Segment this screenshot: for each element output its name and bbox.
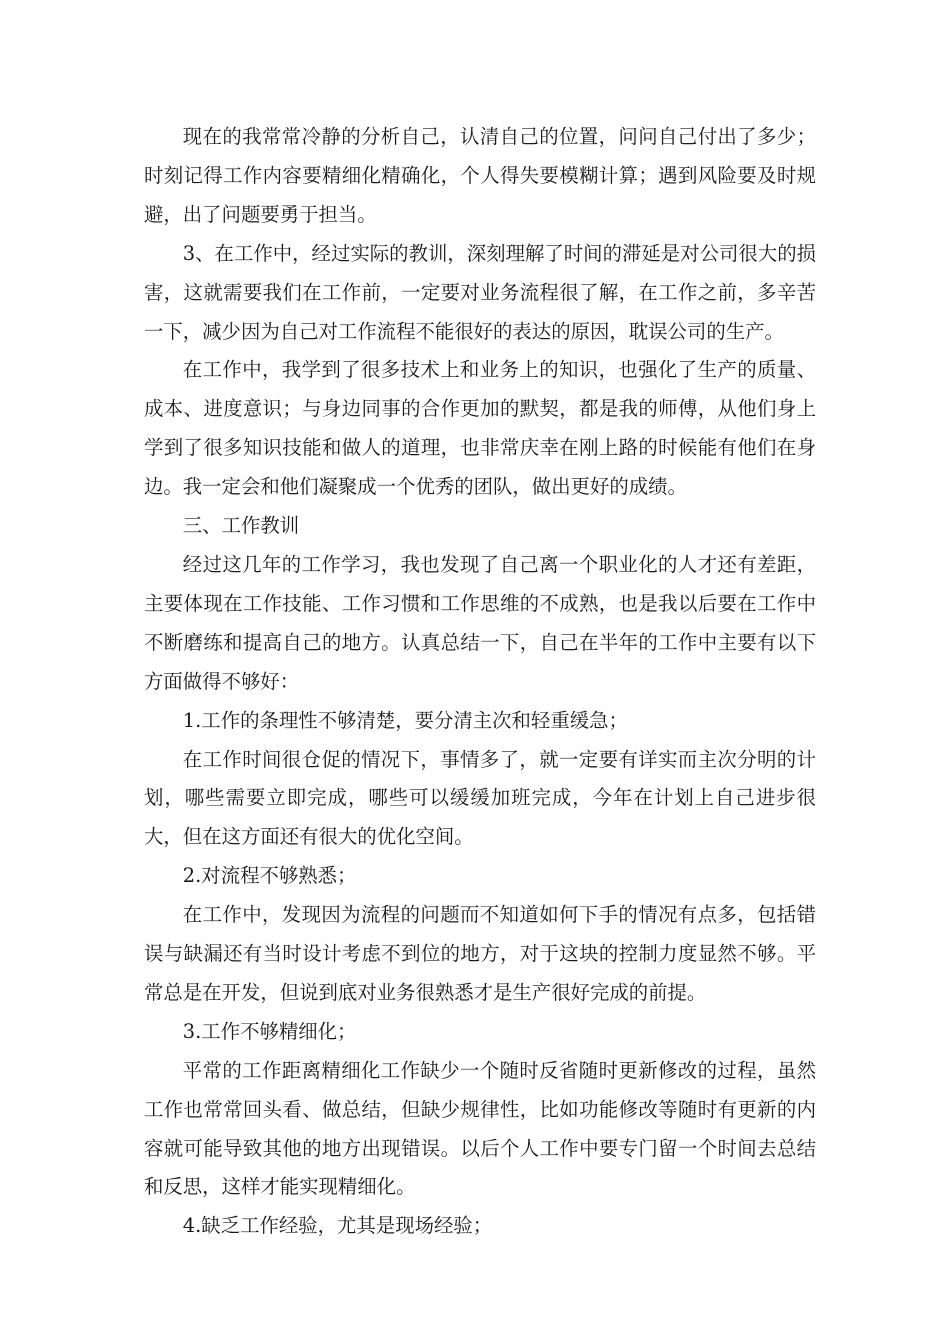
paragraph-point-3: 3、在工作中，经过实际的教训，深刻理解了时间的滞延是对公司很大的损害，这就需要我们在工作前，一定要对业务流程很了解，在工作之前，多辛苦一下，减少因为自己对工作流程不能很好的表达的原因，耽误公司的生产。 [144,241,816,343]
paragraph-item-2-detail: 在工作中，发现因为流程的问题而不知道如何下手的情况有点多，包括错误与缺漏还有当时设计考虑不到位的地方，对于这块的控制力度显然不够。平常总是在开发，但说到底对业务很熟悉才是生产很好完成的前提。 [144,903,816,1004]
paragraph-lessons-intro: 经过这几年的工作学习，我也发现了自己离一个职业化的人才还有差距，主要体现在工作技能、工作习惯和工作思维的不成熟，也是我以后要在工作中不断磨练和提高自己的地方。认真总结一下，自己在半年的工作中主要有以下方面做得不够好： [144,552,816,693]
section-heading-lessons: 三、工作教训 [182,514,300,538]
paragraph-learning: 在工作中，我学到了很多技术上和业务上的知识，也强化了生产的质量、成本、进度意识；与身边同事的合作更加的默契，都是我的师傅，从他们身上学到了很多知识技能和做人的道理，也非常庆幸在刚上路的时候能有他们在身边。我一定会和他们凝聚成一个优秀的团队，做出更好的成绩。 [144,358,816,499]
list-item-4: 4.缺乏工作经验，尤其是现场经验； [182,1214,493,1238]
list-item-2: 2.对流程不够熟悉； [182,864,357,888]
list-item-3: 3.工作不够精细化； [182,1019,357,1043]
paragraph-item-1-detail: 在工作时间很仓促的情况下，事情多了，就一定要有详实而主次分明的计划，哪些需要立即完成，哪些可以缓缓加班完成，今年在计划上自己进步很大，但在这方面还有很大的优化空间。 [144,747,816,849]
list-item-1: 1.工作的条理性不够清楚，要分清主次和轻重缓急； [182,708,628,732]
paragraph-self-analysis: 现在的我常常冷静的分析自己，认清自己的位置，问问自己付出了多少；时刻记得工作内容要精细化精确化，个人得失要模糊计算；遇到风险要及时规避，出了问题要勇于担当。 [144,125,816,226]
document-body [144,118,816,1246]
paragraph-item-3-detail: 平常的工作距离精细化工作缺少一个随时反省随时更新修改的过程，虽然工作也常常回头看、做总结，但缺少规律性，比如功能修改等随时有更新的内容就可能导致其他的地方出现错误。以后个人工作中要专门留一个时间去总结和反思，这样才能实现精细化。 [144,1058,816,1199]
